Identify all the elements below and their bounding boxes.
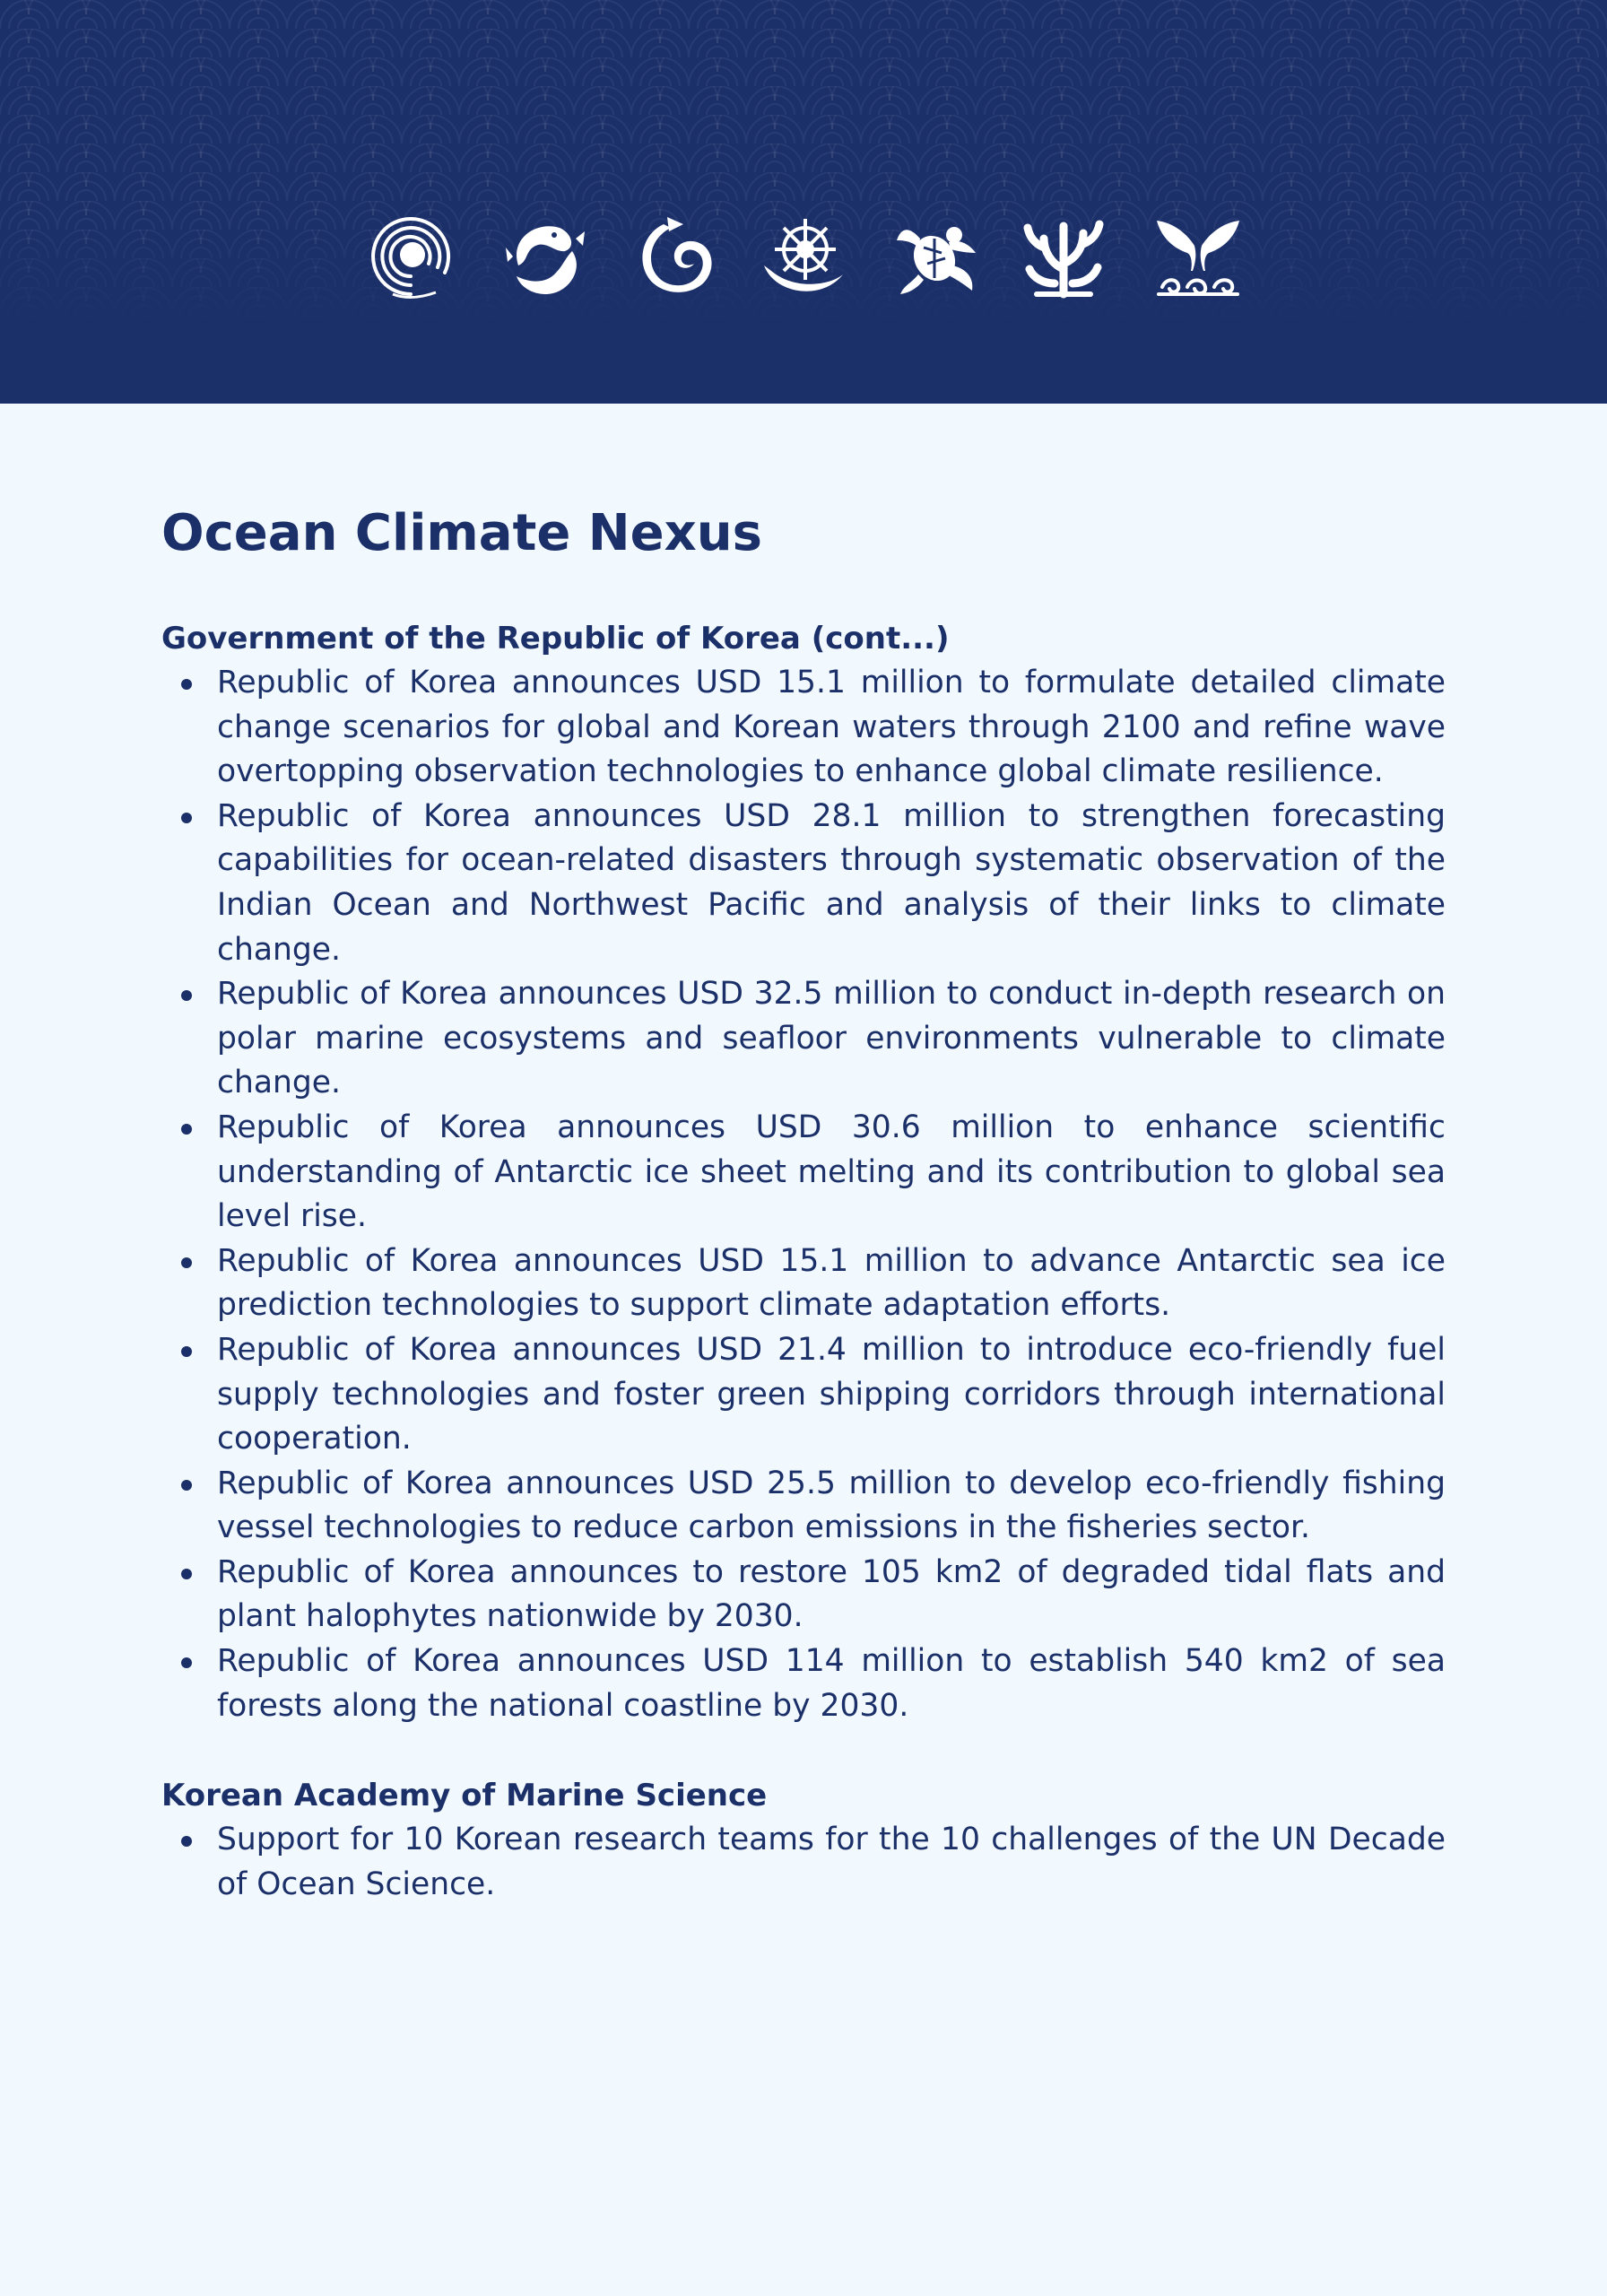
- coral-icon: [1019, 212, 1108, 301]
- header-banner: [0, 0, 1607, 404]
- bullet-list-academy: [161, 1818, 1446, 1907]
- spiral-ocean-icon: [366, 212, 456, 301]
- whale-tail-icon: [1153, 212, 1243, 301]
- koi-fish-icon: [500, 212, 590, 301]
- list-item: Republic of Korea announces to restore 105 km2 of degraded tidal flats and plant halophytes nationwide by 2030.: [161, 1551, 1446, 1639]
- list-item: Republic of Korea announces USD 15.1 million to advance Antarctic sea ice prediction technologies to support climate adaptation efforts.: [161, 1239, 1446, 1328]
- section-heading-academy: Korean Academy of Marine Science: [161, 1778, 768, 1814]
- list-item: Republic of Korea announces USD 25.5 million to develop eco-friendly fishing vessel technologies to reduce carbon emissions in the fisheries sector.: [161, 1462, 1446, 1551]
- list-item: Republic of Korea announces USD 21.4 million to introduce eco-friendly fuel supply technologies and foster green shipping corridors through international cooperation.: [161, 1328, 1446, 1462]
- wave-pattern-background: [0, 0, 1607, 404]
- section-heading-government: Government of the Republic of Korea (cont...): [161, 621, 950, 657]
- list-item: Republic of Korea announces USD 114 million to establish 540 km2 of sea forests along the national coastline by 2030.: [161, 1639, 1446, 1728]
- list-item: Republic of Korea announces USD 30.6 million to enhance scientific understanding of Antarctic ice sheet melting and its contribution to global sea level rise.: [161, 1106, 1446, 1239]
- list-item: Support for 10 Korean research teams for the 10 challenges of the UN Decade of Ocean Science.: [161, 1818, 1446, 1907]
- ship-wheel-icon: [759, 212, 848, 301]
- list-item: Republic of Korea announces USD 32.5 million to conduct in-depth research on polar marine ecosystems and seafloor environments vulnerable to climate change.: [161, 972, 1446, 1106]
- wave-swirl-icon: [631, 212, 721, 301]
- page-title: Ocean Climate Nexus: [161, 504, 762, 562]
- list-item: Republic of Korea announces USD 28.1 million to strengthen forecasting capabilities for ocean-related disasters through systematic observation of the Indian Ocean and Northwest Pacific and analysis of their links to climate change.: [161, 795, 1446, 972]
- content-area: [161, 502, 1446, 1907]
- sea-turtle-icon: [891, 212, 981, 301]
- list-item: Republic of Korea announces USD 15.1 million to formulate detailed climate change scenarios for global and Korean waters through 2100 and refine wave overtopping observation technologies to enhance global climate resilience.: [161, 661, 1446, 795]
- bullet-list-government: [161, 661, 1446, 1728]
- emblem-row: [0, 212, 1607, 301]
